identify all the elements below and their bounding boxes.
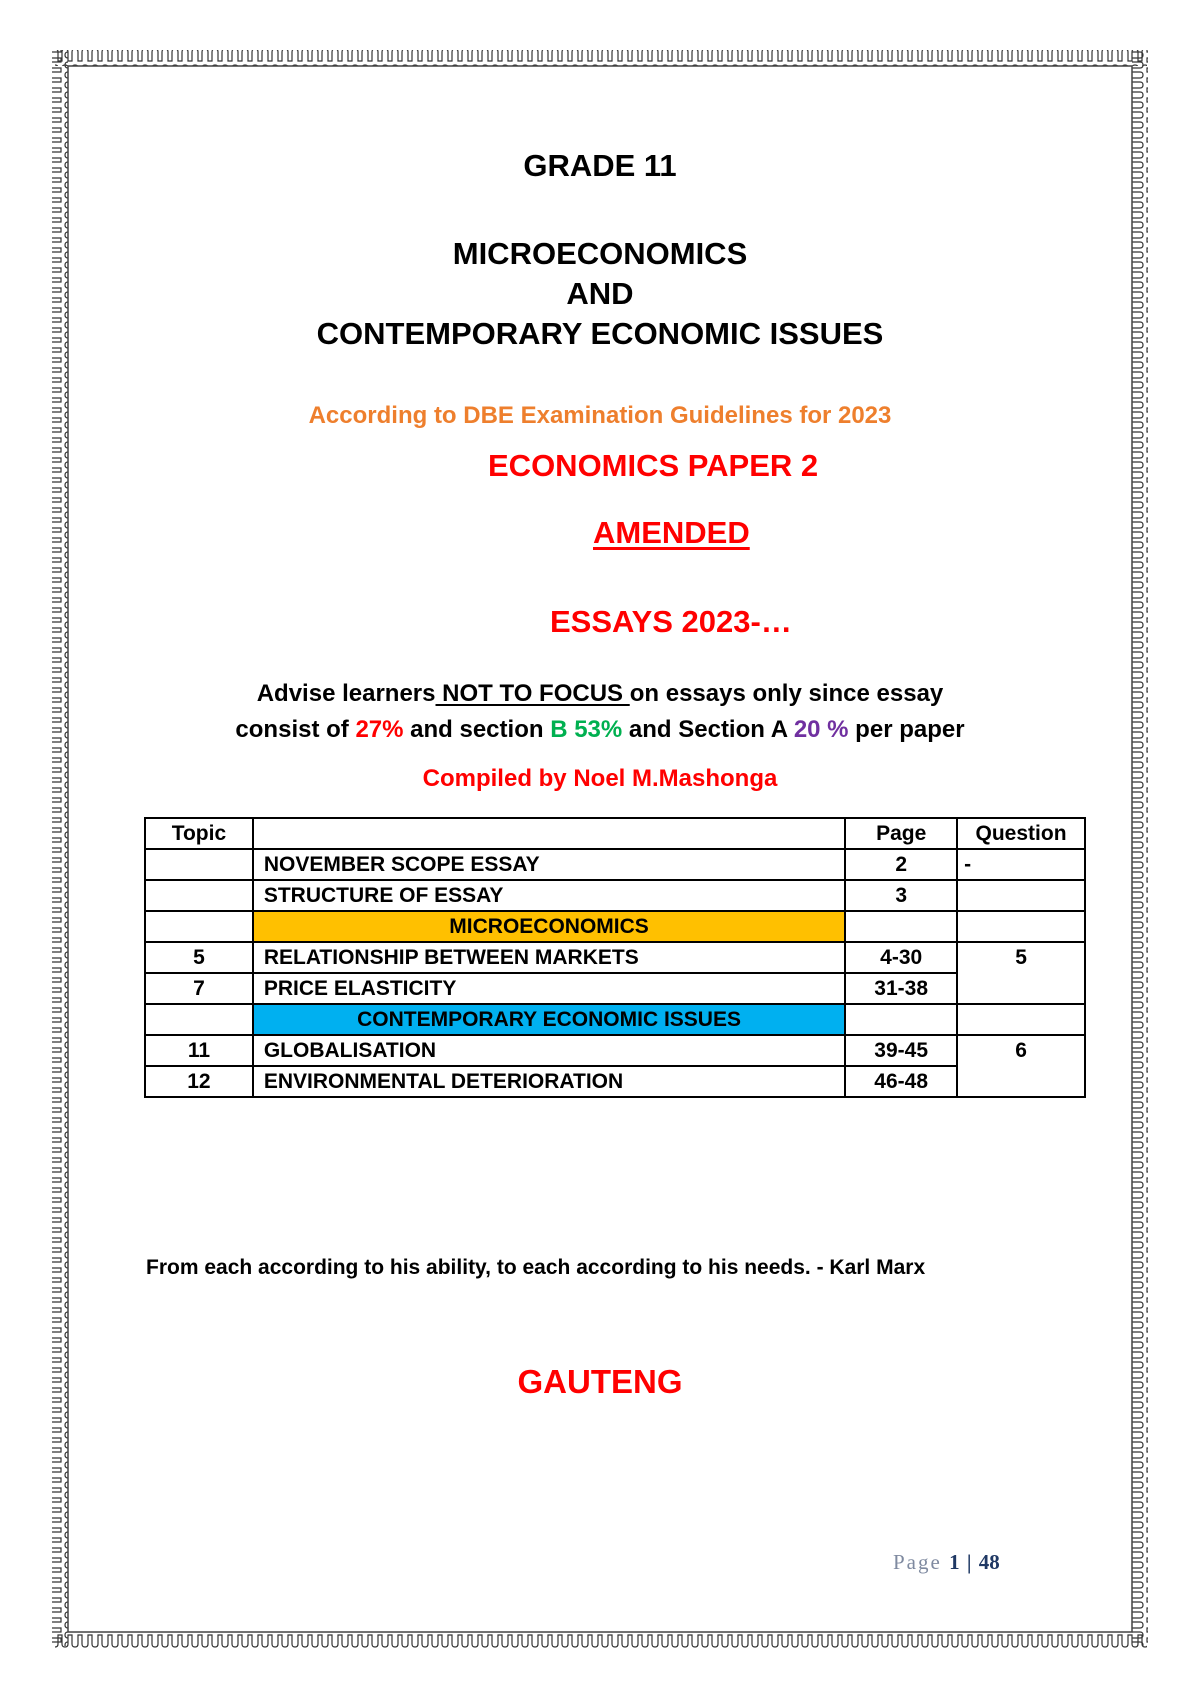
title-line-3: CONTEMPORARY ECONOMIC ISSUES (316, 316, 884, 351)
cell-topic: 12 (145, 1066, 253, 1097)
cell-page: 2 (845, 849, 957, 880)
cell-question (957, 911, 1085, 942)
advice-text: per paper (848, 716, 965, 743)
header-page: Page (845, 818, 957, 849)
karl-marx-quote: From each according to his ability, to each according to his needs. - Karl Marx (146, 1256, 926, 1279)
section-b-percentage: B 53% (550, 716, 623, 743)
cell-name: RELATIONSHIP BETWEEN MARKETS (253, 942, 845, 973)
cell-topic (145, 880, 253, 911)
cell-page: 4-30 (845, 942, 957, 973)
cell-page: 46-48 (845, 1066, 957, 1097)
main-title (0, 234, 1200, 354)
cell-page (845, 1004, 957, 1035)
table-row (145, 1066, 1085, 1097)
cell-name: ENVIRONMENTAL DETERIORATION (253, 1066, 845, 1097)
cell-topic (145, 1004, 253, 1035)
header-topic: Topic (145, 818, 253, 849)
cell-topic: 5 (145, 942, 253, 973)
advice-text: on essays only since essay (629, 680, 944, 707)
guidelines-subtitle: According to DBE Examination Guidelines for 2023 (308, 402, 892, 429)
table-row (145, 880, 1085, 911)
table-header-row (145, 818, 1085, 849)
cell-page: 39-45 (845, 1035, 957, 1066)
cell-question (957, 1004, 1085, 1035)
table-row (145, 1035, 1085, 1066)
cell-name: NOVEMBER SCOPE ESSAY (253, 849, 845, 880)
cell-question: 6 (957, 1035, 1085, 1097)
advice-paragraph (0, 676, 1200, 748)
table-row (145, 849, 1085, 880)
page-separator: | (966, 1550, 972, 1574)
cell-name: GLOBALISATION (253, 1035, 845, 1066)
province-label: GAUTENG (517, 1363, 683, 1400)
grade-heading: GRADE 11 (523, 148, 677, 183)
page-word: Page (893, 1550, 942, 1574)
cell-page: 3 (845, 880, 957, 911)
cell-question (957, 880, 1085, 911)
cell-page (845, 911, 957, 942)
table-row (145, 942, 1085, 973)
cell-name: STRUCTURE OF ESSAY (253, 880, 845, 911)
cell-page: 31-38 (845, 973, 957, 1004)
contemporary-issues-band: CONTEMPORARY ECONOMIC ISSUES (253, 1004, 845, 1035)
cell-question: - (957, 849, 1085, 880)
advice-line-2 (0, 712, 1200, 748)
compiled-by: Compiled by Noel M.Mashonga (422, 765, 778, 792)
page-number (893, 1550, 1000, 1575)
header-name (253, 818, 845, 849)
advice-text: and Section A (622, 716, 794, 743)
title-line-1: MICROECONOMICS (452, 236, 748, 271)
paper-heading: ECONOMICS PAPER 2 (488, 448, 819, 483)
advice-line-1 (0, 676, 1200, 712)
advice-text: consist of (235, 716, 356, 743)
total-pages: 48 (978, 1550, 1000, 1574)
contents-table (144, 817, 1086, 1098)
advice-text: and section (403, 716, 551, 743)
title-line-2: AND (566, 276, 634, 311)
essays-heading: ESSAYS 2023-… (550, 604, 792, 639)
microeconomics-band: MICROECONOMICS (253, 911, 845, 942)
amended-label: AMENDED (593, 515, 750, 550)
current-page: 1 (949, 1550, 960, 1574)
table-row (145, 973, 1085, 1004)
cell-question: 5 (957, 942, 1085, 1004)
cell-name: PRICE ELASTICITY (253, 973, 845, 1004)
essay-percentage: 27% (355, 716, 404, 743)
cell-topic (145, 911, 253, 942)
section-band-row (145, 1004, 1085, 1035)
section-band-row (145, 911, 1085, 942)
section-a-percentage: 20 % (793, 716, 849, 743)
advice-text: Advise learners (256, 680, 436, 707)
header-question: Question (957, 818, 1085, 849)
not-to-focus-emphasis: NOT TO FOCUS (435, 680, 630, 707)
cell-topic: 11 (145, 1035, 253, 1066)
cell-topic: 7 (145, 973, 253, 1004)
cell-topic (145, 849, 253, 880)
